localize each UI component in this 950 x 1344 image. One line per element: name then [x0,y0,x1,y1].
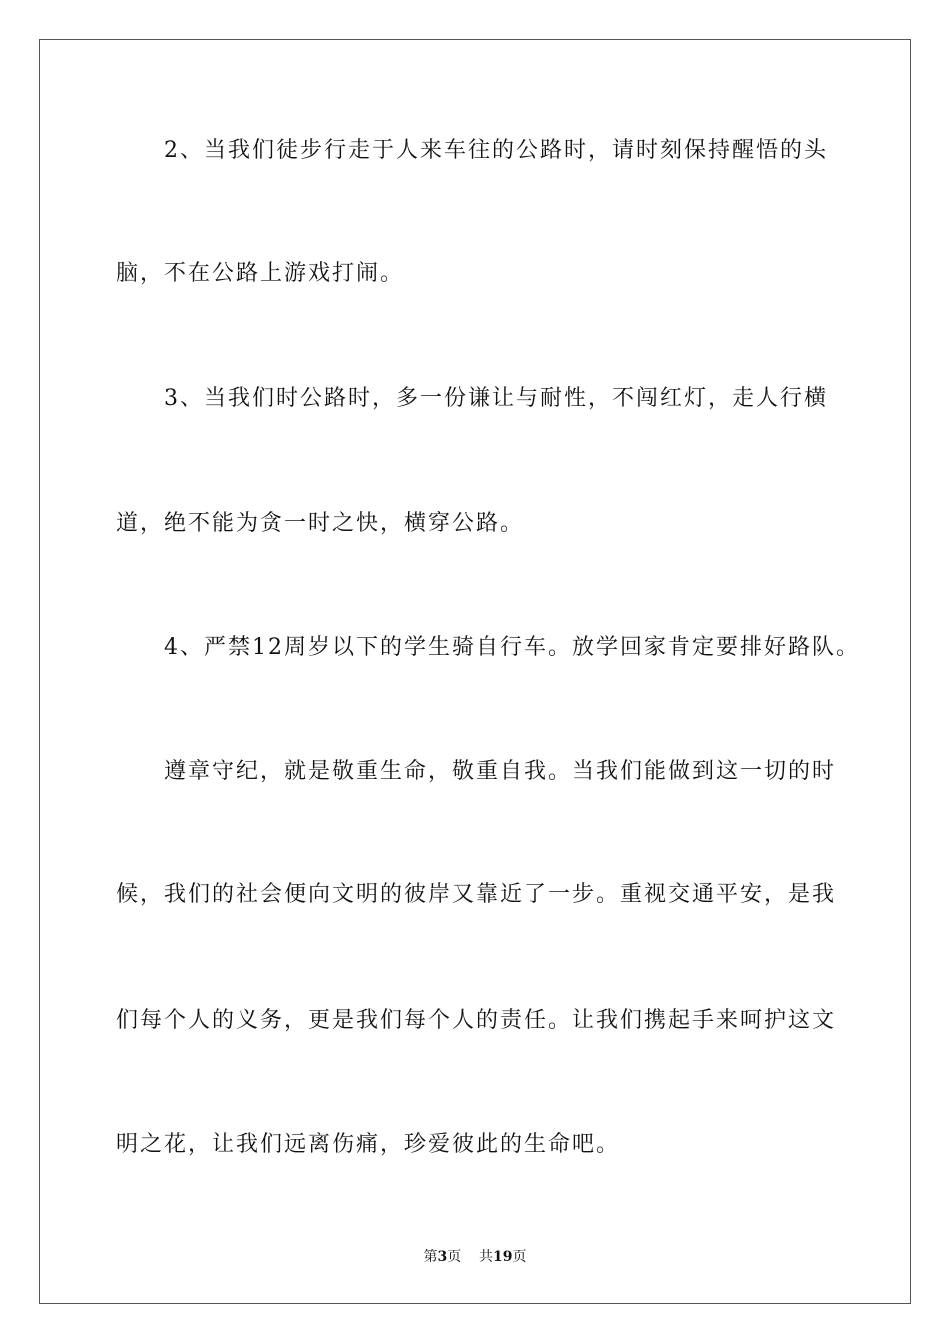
paragraph-1-line-1: 2、当我们徒步行走于人来车往的公路时，请时刻保持醒悟的头 [164,138,828,163]
footer-page-prefix: 第 [423,1249,438,1265]
footer-total-prefix: 共 [479,1249,494,1265]
footer-page-suffix: 页 [447,1249,462,1265]
paragraph-4-line-2: 候，我们的社会便向文明的彼岸又靠近了一步。重视交通平安，是我 [116,882,837,907]
footer-page-number: 3 [437,1249,448,1265]
paragraph-1-line-2: 脑，不在公路上游戏打闹。 [116,261,405,286]
paragraph-4-line-3: 们每个人的义务，更是我们每个人的责任。让我们携起手来呵护这文 [116,1008,837,1033]
paragraph-4-line-1: 遵章守纪，就是敬重生命，敬重自我。当我们能做到这一切的时 [164,759,837,784]
page-frame [39,39,911,1304]
paragraph-2-line-2: 道，绝不能为贪一时之快，横穿公路。 [116,511,525,536]
footer-total-suffix: 页 [512,1249,527,1265]
paragraph-4-line-4: 明之花，让我们远离伤痛，珍爱彼此的生命吧。 [116,1132,621,1157]
paragraph-3-line-1: 4、严禁12周岁以下的学生骑自行车。放学回家肯定要排好路队。 [164,635,860,660]
paragraph-2-line-1: 3、当我们时公路时，多一份谦让与耐性，不闯红灯，走人行横 [164,386,828,411]
page-footer [0,1247,950,1267]
footer-total-pages: 19 [493,1249,513,1265]
